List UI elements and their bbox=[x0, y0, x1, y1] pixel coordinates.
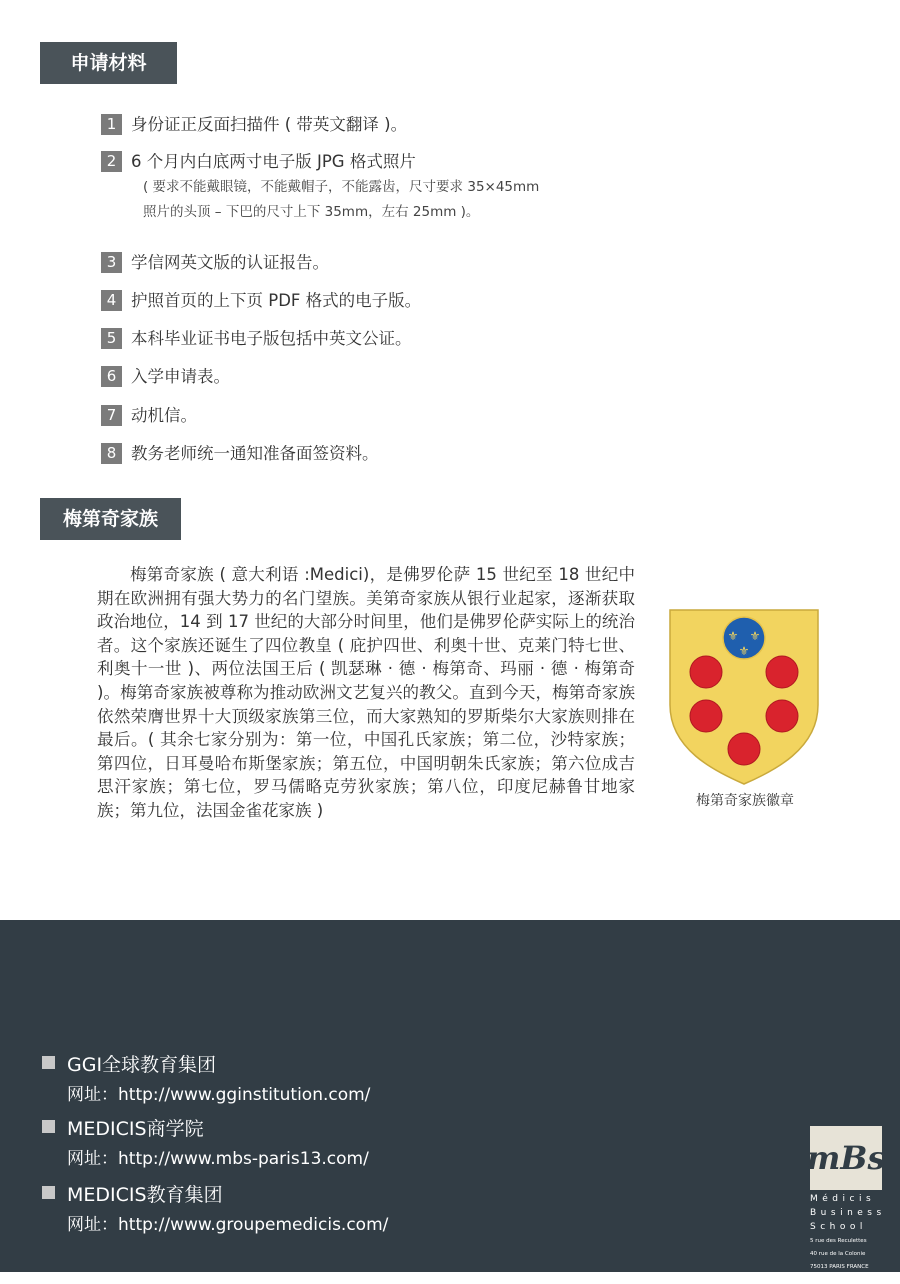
medici-paragraph: 梅第奇家族 ( 意大利语 :Medici)，是佛罗伦萨 15 世纪至 18 世纪中期在欧洲拥有强大势力的名门望族。美第奇家族从银行业起家，逐渐获取政治地位，14 到 17 世纪的大部分时间里，他们是佛罗伦萨实际上的统治者。这个家族还诞生了四位教皇 ( 庇护四世、利奥十世、克莱门特七世、利奥十一世 )、两位法国王后 ( 凯瑟琳 · 德 · 梅第奇、玛丽 · 德 · 梅第奇 )。梅第奇家族被尊称为推动欧洲文艺复兴的教父。直到今天，梅第奇家族依然荣膺世界十大顶级家族第三位，而大家熟知的罗斯柴尔大家族则排在最后。( 其余七家分别为：第一位，中国孔氏家族；第二位，沙特家族；第四位，日耳曼哈布斯堡家族；第五位，中国明朝朱氏家族；第六位成吉思汗家族；第七位，罗马儒略克劳狄家族；第八位，印度尼赫鲁甘地家族；第九位，法国金雀花家族 ) bbox=[97, 565, 635, 820]
list-item bbox=[101, 364, 661, 403]
list-item bbox=[101, 326, 661, 364]
square-bullet-icon bbox=[42, 1056, 55, 1069]
item-number: 4 bbox=[101, 290, 122, 311]
mbs-logo bbox=[806, 1126, 886, 1284]
section-title-medici-family: 梅第奇家族 bbox=[40, 498, 181, 540]
item-text: 教务老师统一通知准备面签资料。 bbox=[131, 444, 379, 463]
org-website-link[interactable]: 网址：http://www.gginstitution.com/ bbox=[67, 1085, 371, 1105]
mbs-logo-mark: mBs bbox=[810, 1126, 882, 1190]
list-item bbox=[101, 288, 661, 326]
medici-crest-icon bbox=[669, 609, 819, 785]
org-name: GGI全球教育集团 bbox=[67, 1054, 217, 1076]
item-number: 1 bbox=[101, 114, 122, 135]
item-number: 6 bbox=[101, 366, 122, 387]
item-text: 护照首页的上下页 PDF 格式的电子版。 bbox=[131, 291, 422, 310]
item-subnote: ( 要求不能戴眼镜，不能戴帽子，不能露齿，尺寸要求 35×45mm bbox=[143, 179, 540, 195]
item-number: 5 bbox=[101, 328, 122, 349]
org-name: MEDICIS商学院 bbox=[67, 1118, 204, 1140]
logo-address: 40 rue de la Colonie bbox=[810, 1251, 866, 1257]
list-item bbox=[101, 441, 661, 479]
logo-line: School bbox=[810, 1222, 867, 1232]
item-text: 入学申请表。 bbox=[131, 367, 230, 386]
logo-address: 5 rue des Reculettes bbox=[810, 1238, 867, 1244]
item-text: 本科毕业证书电子版包括中英文公证。 bbox=[131, 329, 412, 348]
item-subnote: 照片的头顶 – 下巴的尺寸上下 35mm，左右 25mm )。 bbox=[143, 204, 480, 220]
svg-text:⚜: ⚜ bbox=[738, 644, 750, 658]
logo-phone: Tél. : +33 (0)1 45 35 20 20 bbox=[810, 1277, 885, 1283]
square-bullet-icon bbox=[42, 1120, 55, 1133]
logo-address: 75013 PARIS FRANCE bbox=[810, 1264, 869, 1270]
item-text: 动机信。 bbox=[131, 406, 197, 425]
svg-text:⚜: ⚜ bbox=[749, 629, 761, 643]
svg-text:⚜: ⚜ bbox=[727, 629, 739, 643]
list-item bbox=[101, 250, 661, 288]
item-text: 学信网英文版的认证报告。 bbox=[131, 253, 329, 272]
list-item bbox=[101, 149, 661, 250]
org-name: MEDICIS教育集团 bbox=[67, 1184, 223, 1206]
item-number: 3 bbox=[101, 252, 122, 273]
item-text: 6 个月内白底两寸电子版 JPG 格式照片 bbox=[131, 152, 416, 171]
crest-caption: 梅第奇家族徽章 bbox=[696, 793, 794, 809]
square-bullet-icon bbox=[42, 1186, 55, 1199]
item-text: 身份证正反面扫描件 ( 带英文翻译 )。 bbox=[131, 115, 408, 134]
list-item bbox=[101, 112, 661, 149]
item-number: 2 bbox=[101, 151, 122, 172]
materials-list bbox=[101, 112, 661, 479]
logo-line: Médicis bbox=[810, 1194, 876, 1204]
list-item bbox=[101, 403, 661, 441]
item-number: 8 bbox=[101, 443, 122, 464]
item-number: 7 bbox=[101, 405, 122, 426]
org-website-link[interactable]: 网址：http://www.mbs-paris13.com/ bbox=[67, 1149, 369, 1169]
section-title-application-materials: 申请材料 bbox=[40, 42, 177, 84]
logo-line: Business bbox=[810, 1208, 886, 1218]
org-website-link[interactable]: 网址：http://www.groupemedicis.com/ bbox=[67, 1215, 389, 1235]
